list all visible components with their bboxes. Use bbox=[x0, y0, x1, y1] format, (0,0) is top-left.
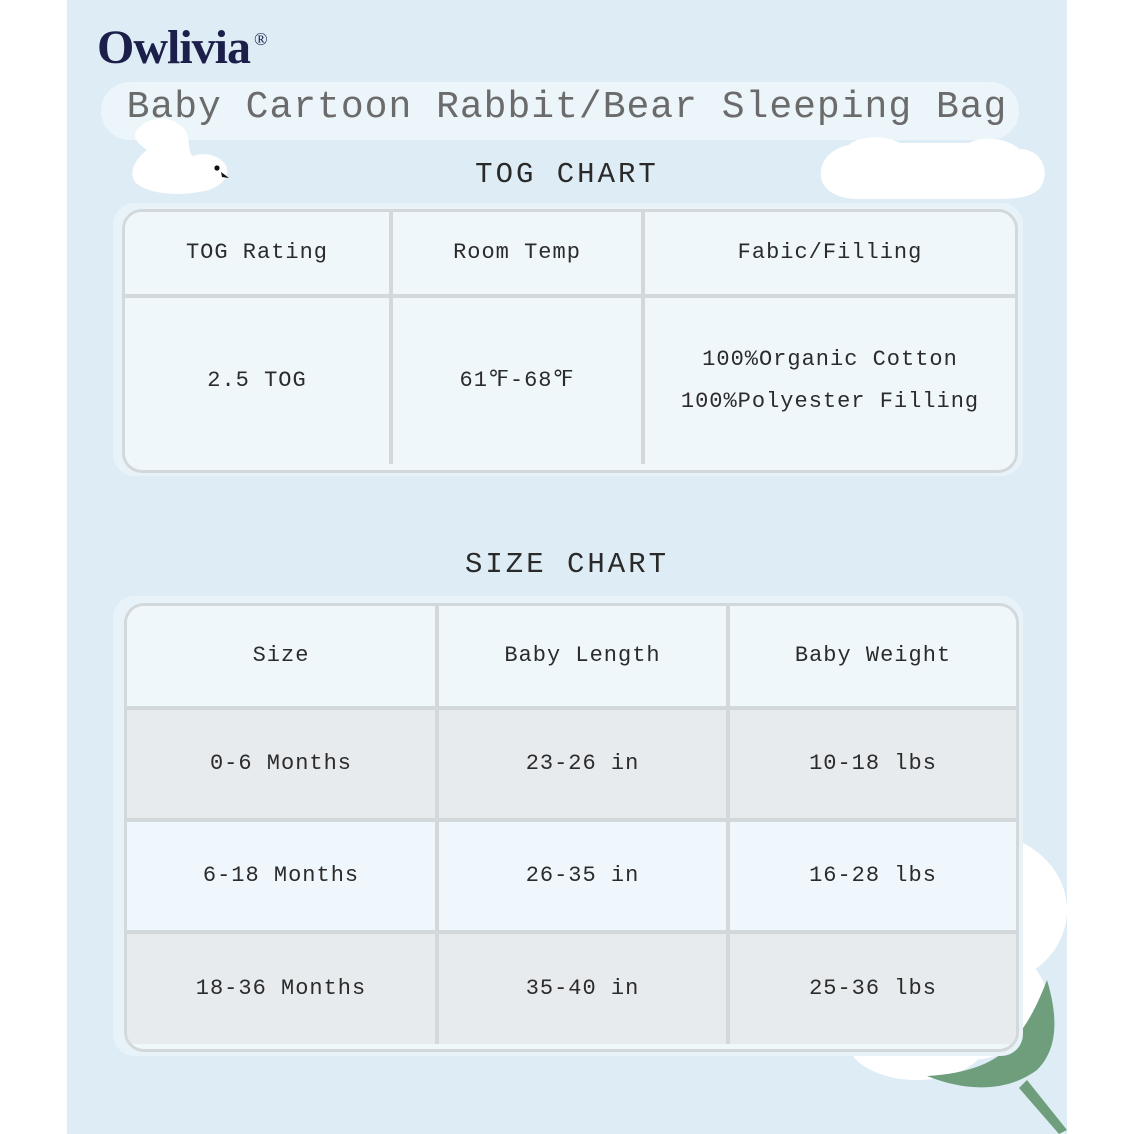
weight-value: 10-18 lbs bbox=[809, 751, 937, 777]
size-value: 6-18 Months bbox=[127, 822, 439, 930]
tog-table bbox=[122, 209, 1018, 473]
size-table bbox=[124, 603, 1019, 1052]
registered-mark: ® bbox=[254, 29, 267, 49]
room-temp-value: 61℉-68℉ bbox=[393, 298, 645, 464]
product-title: Baby Cartoon Rabbit/Bear Sleeping Bag bbox=[126, 86, 1008, 129]
fabric-filling-value bbox=[645, 298, 1015, 464]
header-room-temp: Room Temp bbox=[393, 212, 645, 294]
length-value: 26-35 in bbox=[439, 822, 730, 930]
fabric-line: 100%Organic Cotton bbox=[702, 347, 958, 373]
weight-value: 16-28 lbs bbox=[809, 863, 937, 889]
tog-rating-value: 2.5 TOG bbox=[125, 298, 393, 464]
size-value: 18-36 Months bbox=[127, 934, 439, 1044]
length-value: 23-26 in bbox=[439, 710, 730, 818]
size-table-header bbox=[127, 606, 1016, 710]
brand-logo bbox=[97, 21, 267, 74]
product-info-panel bbox=[67, 0, 1067, 1134]
size-chart-heading: SIZE CHART bbox=[464, 548, 670, 581]
header-baby-weight: Baby Weight bbox=[794, 643, 952, 669]
tog-table-header bbox=[125, 212, 1015, 298]
weight-value: 25-36 lbs bbox=[809, 976, 937, 1002]
header-fabric-filling: Fabic/Filling bbox=[737, 240, 923, 266]
length-value: 35-40 in bbox=[439, 934, 730, 1044]
size-value: 0-6 Months bbox=[127, 710, 439, 818]
tog-chart-heading: TOG CHART bbox=[475, 158, 659, 191]
table-row bbox=[127, 710, 1016, 822]
tog-table-row bbox=[125, 298, 1015, 464]
header-tog-rating: TOG Rating bbox=[125, 212, 393, 294]
brand-name: Owlivia bbox=[97, 21, 251, 74]
header-baby-length: Baby Length bbox=[439, 606, 730, 706]
table-row bbox=[127, 934, 1016, 1044]
table-row bbox=[127, 822, 1016, 934]
header-size: Size bbox=[127, 606, 439, 706]
filling-line: 100%Polyester Filling bbox=[680, 389, 980, 414]
